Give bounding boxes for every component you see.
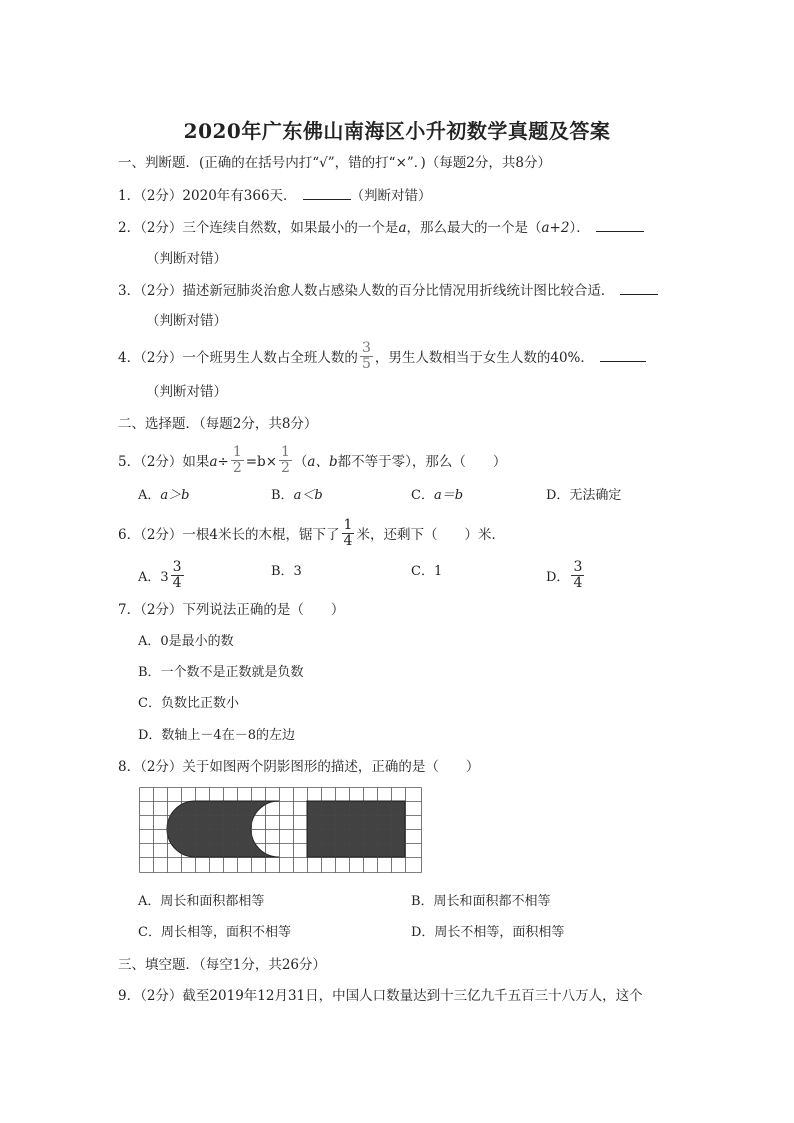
question-3 — [118, 280, 658, 301]
divide-sign: ÷ — [217, 454, 229, 470]
answer-blank[interactable] — [600, 347, 646, 362]
question-5-text: 5．（2分）如果 — [118, 454, 210, 470]
shaded-figures-grid — [139, 787, 422, 873]
question-4 — [118, 340, 646, 374]
fraction-denominator: 2 — [281, 460, 290, 476]
section-fill-heading: 三、填空题．（每空1分，共26分） — [118, 957, 327, 973]
fraction-one-half — [231, 445, 244, 476]
question-4-text: 4．（2分）一个班男生人数占全班人数的 — [118, 350, 358, 366]
q5-option-d[interactable]: D．无法确定 — [546, 488, 622, 503]
q6-option-b[interactable]: B．3 — [271, 564, 302, 579]
q6-option-c[interactable]: C．1 — [411, 564, 443, 579]
q8-option-d[interactable]: D．周长不相等，面积相等 — [411, 925, 565, 940]
option-label: C． — [411, 488, 434, 503]
question-2-text-end: ）． — [569, 220, 590, 236]
option-expr: a＜b — [293, 488, 323, 503]
q5-option-b[interactable] — [271, 486, 323, 506]
option-label: B． — [271, 488, 294, 503]
answer-blank[interactable] — [596, 217, 644, 232]
question-2-judge: （判断对错） — [146, 251, 227, 267]
fraction-numerator: 3 — [361, 340, 371, 356]
question-1-judge: （判断对错） — [350, 188, 432, 204]
question-5 — [118, 444, 507, 478]
question-6-text-end: 米，还剩下（ ）米． — [356, 527, 505, 543]
question-1 — [118, 185, 432, 206]
answer-blank[interactable] — [303, 185, 351, 200]
question-4-text-end: ，男生人数相当于女生人数的40%． — [374, 350, 594, 366]
option-label: A．3 — [138, 570, 169, 585]
fraction-one-half — [279, 445, 292, 476]
question-5-text-end: 都不等于零），那么（ ） — [337, 454, 507, 470]
question-6 — [118, 517, 505, 551]
question-2-text: 2．（2分）三个连续自然数，如果最小的一个是 — [118, 220, 399, 236]
q7-option-d[interactable]: D．数轴上－4在－8的左边 — [138, 728, 295, 743]
q7-option-b[interactable]: B．一个数不是正数就是负数 — [138, 665, 304, 680]
fraction-numerator: 1 — [343, 517, 353, 533]
fraction-denominator: 4 — [172, 575, 182, 591]
variable-a: a — [398, 220, 407, 236]
shaded-semicircle-figure — [167, 801, 279, 857]
fraction-numerator: 3 — [172, 559, 182, 575]
q5-option-c[interactable] — [411, 486, 463, 506]
fraction-three-fifths — [360, 341, 373, 372]
q8-option-c[interactable]: C．周长相等，面积不相等 — [138, 925, 291, 940]
fraction-numerator: 1 — [232, 444, 242, 460]
fraction-numerator: 1 — [281, 444, 290, 460]
question-2-text-mid: ，那么最大的一个是（ — [406, 220, 542, 236]
equals-b-times: =b× — [245, 454, 277, 470]
fraction-denominator: 2 — [232, 460, 242, 476]
question-1-text: 1．（2分）2020年有366天． — [118, 188, 297, 204]
question-8: 8．（2分）关于如图两个阴影图形的描述，正确的是（ ） — [118, 759, 480, 775]
fraction-one-quarter — [342, 518, 355, 549]
variables-a-b: a、b — [307, 454, 338, 470]
fraction-denominator: 5 — [361, 356, 371, 372]
section-choice-heading: 二、选择题．（每题2分，共8分） — [118, 416, 318, 432]
page-title: 2020年广东佛山南海区小升初数学真题及答案 — [183, 119, 611, 143]
fraction-denominator: 4 — [573, 575, 583, 591]
section-judgment-heading: 一、判断题．(正确的在括号内打“√”，错的打“×”．)（每题2分，共8分） — [118, 155, 551, 171]
question-3-text: 3．（2分）描述新冠肺炎治愈人数占感染人数的百分比情况用折线统计图比较合适． — [118, 283, 615, 299]
q8-option-b[interactable]: B．周长和面积都不相等 — [411, 894, 551, 909]
option-label: A． — [138, 488, 161, 503]
q7-option-a[interactable]: A．0是最小的数 — [138, 634, 234, 649]
question-3-judge: （判断对错） — [146, 313, 227, 329]
fraction-three-quarters — [171, 560, 184, 591]
fraction-three-quarters — [571, 560, 584, 591]
option-expr: a＞b — [160, 488, 190, 503]
answer-blank[interactable] — [620, 280, 658, 295]
q7-option-c[interactable]: C．负数比正数小 — [138, 696, 239, 711]
fraction-denominator: 4 — [343, 533, 353, 549]
option-label: D． — [546, 570, 570, 585]
paren-open: （ — [293, 454, 308, 470]
question-4-judge: （判断对错） — [146, 384, 227, 400]
question-7: 7．（2分）下列说法正确的是（ ） — [118, 602, 345, 618]
question-6-text: 6．（2分）一根4米长的木棍，锯下了 — [118, 527, 340, 543]
expression: a+2 — [541, 220, 570, 236]
question-2 — [118, 217, 644, 238]
q6-option-d[interactable] — [546, 559, 586, 593]
question-9: 9．（2分）截至2019年12月31日，中国人口数量达到十三亿九千五百三十八万人，这个 — [118, 988, 643, 1004]
q5-option-a[interactable] — [138, 486, 189, 506]
variable-a: a — [209, 454, 218, 470]
q8-option-a[interactable]: A．周长和面积都相等 — [138, 894, 265, 909]
q6-option-a[interactable] — [138, 559, 186, 593]
fraction-numerator: 3 — [573, 559, 583, 575]
option-expr: a＝b — [433, 488, 464, 503]
